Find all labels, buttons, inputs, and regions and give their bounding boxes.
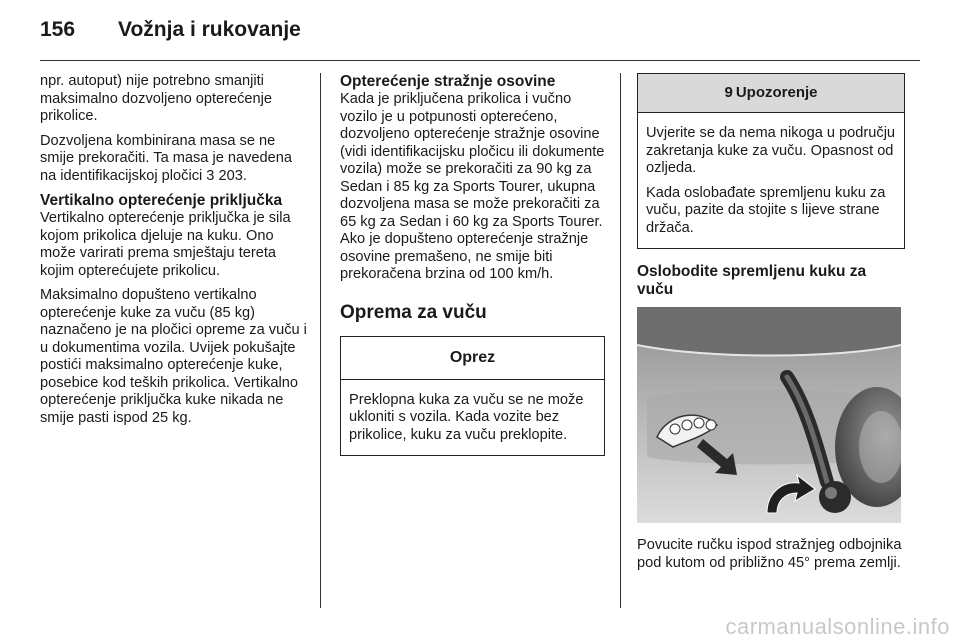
page-header xyxy=(40,18,301,48)
paragraph xyxy=(40,133,310,186)
page-number: 156 xyxy=(40,18,76,41)
section-title: Oprema za vuču xyxy=(340,301,487,323)
warning-triangle-icon: 9 xyxy=(724,84,733,102)
warning-text: Uvjerite se da nema nikoga u području zakretanja kuke za vuču. Opasnost od ozljeda. xyxy=(646,125,896,176)
caution-box xyxy=(340,336,605,457)
paragraph: Maksimalno dopušteno vertikalno opterećenje kuke za vuču (85 kg) naznačeno je na pločici opreme za vuču i u dokumentima vozila. Uvijek pokušajte postići maksimalno opterećenje kuke, posebice kod teških prikolica. Vertikalno opterećenje priključka kuke nikada ne smije pasti ispod 25 kg. xyxy=(40,287,307,426)
page-ref-link[interactable]: 203. xyxy=(214,167,247,184)
subheading: Vertikalno opterećenje priključka xyxy=(40,192,283,209)
tow-hook-release-illustration xyxy=(637,307,901,523)
header-divider xyxy=(40,60,920,61)
subheading: Opterećenje stražnje osovine xyxy=(340,73,556,90)
page-ref-arrow-icon[interactable]: 3 xyxy=(206,167,215,184)
watermark: carmanualsonline.info xyxy=(725,614,950,639)
paragraph: Kada je priključena prikolica i vučno vozilo je u potpunosti opterećeno, dozvoljeno opterećenje stražnje osovine (vidi identifikacijsku pločicu ili dokumente vozila) može se prekoračiti za 90 kg za Sedan i 85 kg za Sports Tourer, ukupna dozvoljena masa se može prekoračiti za 65 kg za Sedan i 60 kg za Sports Tourer. Ako je dopušteno opterećenje stražnje osovine premašeno, ne smije biti prekoračena brzina od 100 km/h. xyxy=(340,91,605,282)
warning-header xyxy=(638,74,904,113)
paragraph-text: Dozvoljena kombinirana masa se ne smije prekoračiti. Ta masa je navedena na identifikacijskoj pločici xyxy=(40,132,293,184)
caution-text: Preklopna kuka za vuču se ne može ukloniti s vozila. Kada vozite bez prikolice, kuku za vuču preklopite. xyxy=(349,391,584,443)
column-divider-1 xyxy=(320,73,321,608)
paragraph: npr. autoput) nije potrebno smanjiti maksimalno dozvoljeno opterećenje prikolice. xyxy=(40,73,273,124)
warning-title: Upozorenje xyxy=(735,84,818,102)
warning-text: Kada oslobađate spremljenu kuku za vuču, pazite da stojite s lijeve strane držača. xyxy=(646,184,886,236)
caution-title: Oprez xyxy=(341,337,604,380)
column-divider-2 xyxy=(620,73,621,608)
warning-box xyxy=(637,73,905,249)
column-1 xyxy=(40,73,310,434)
column-3 xyxy=(637,73,905,579)
chapter-title: Vožnja i rukovanje xyxy=(118,18,301,41)
caption: Povucite ručku ispod stražnjeg odbojnika pod kutom od približno 45° prema zemlji. xyxy=(637,537,902,571)
paragraph: Vertikalno opterećenje priključka je sila kojom prikolica djeluje na kuku. Ono može varirati prema smještaju tereta kojim opterećujete prikolicu. xyxy=(40,210,291,279)
subheading: Oslobodite spremljenu kuku za vuču xyxy=(637,263,867,298)
column-2 xyxy=(340,73,605,470)
